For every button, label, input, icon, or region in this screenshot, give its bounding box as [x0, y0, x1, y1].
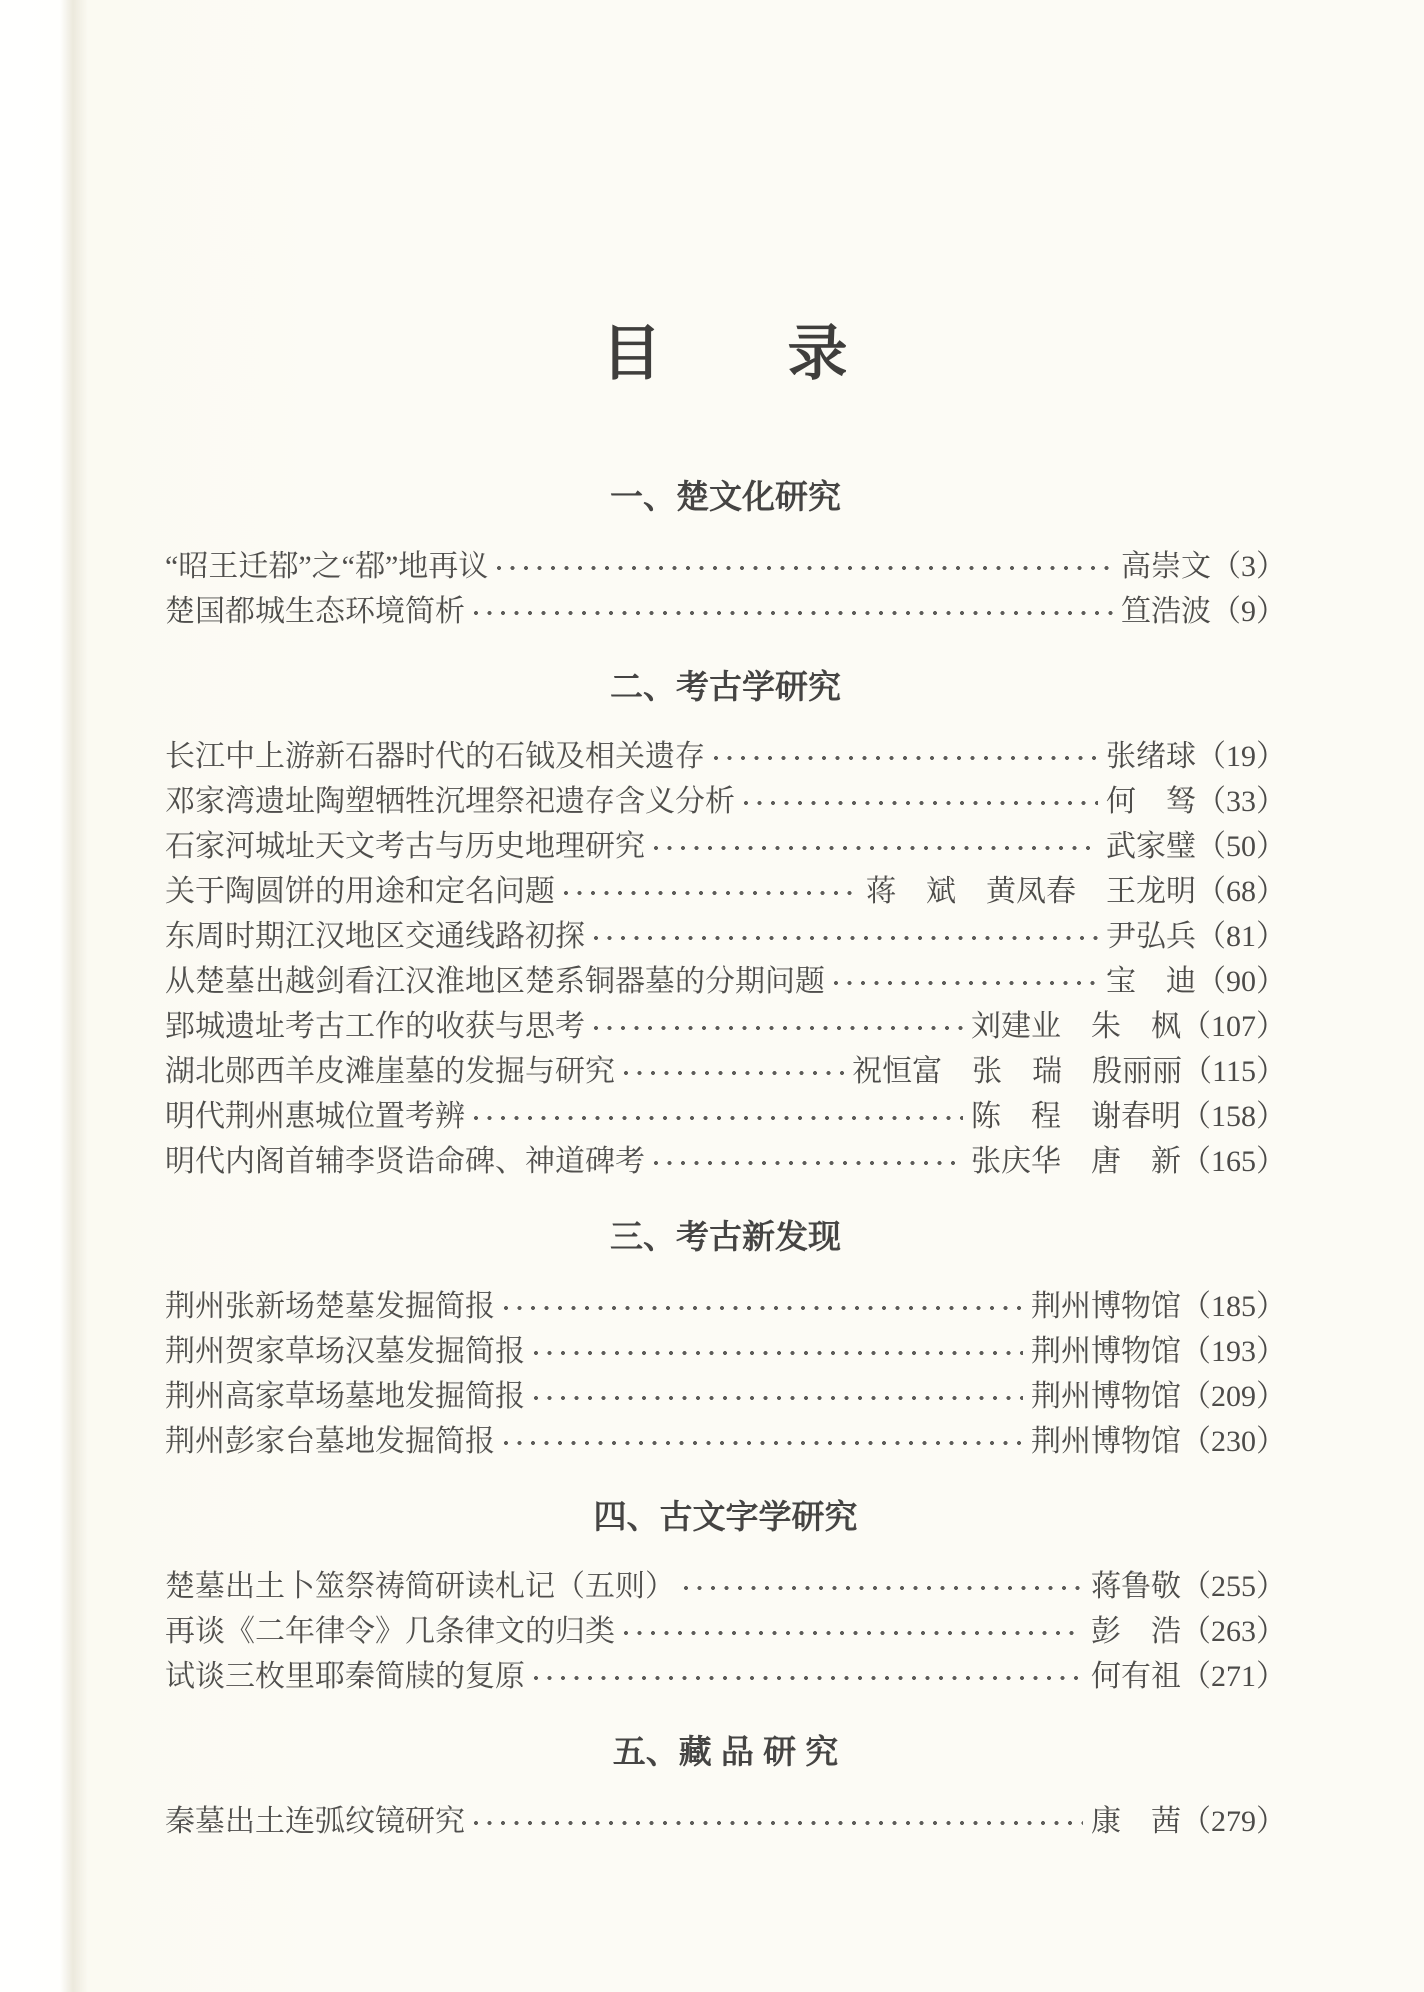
entry-title: 再谈《二年律令》几条律文的归类 [165, 1615, 615, 1648]
toc-entry [165, 589, 1286, 634]
toc-entry [165, 1049, 1286, 1094]
entry-authors-page: 张绪球（19） [1106, 740, 1286, 773]
entry-title: 湖北郧西羊皮滩崖墓的发掘与研究 [165, 1055, 615, 1088]
dot-leader [470, 589, 1113, 634]
entry-title: 楚国都城生态环境简析 [165, 595, 465, 628]
dot-leader [710, 734, 1098, 779]
entry-authors-page: 高崇文（3） [1121, 550, 1286, 583]
entry-title: 荆州张新场楚墓发掘简报 [165, 1290, 495, 1323]
entry-title: 楚墓出土卜筮祭祷简研读札记（五则） [165, 1570, 675, 1603]
section-heading: 二、考古学研究 [610, 668, 841, 705]
entry-authors-page: 何有祖（271） [1091, 1660, 1286, 1693]
section-entries [165, 544, 1286, 634]
entry-title: 郢城遗址考古工作的收获与思考 [165, 1010, 585, 1043]
dot-leader [590, 1004, 963, 1049]
entry-title: 明代内阁首辅李贤诰命碑、神道碑考 [165, 1145, 645, 1178]
entry-title: 试谈三枚里耶秦简牍的复原 [165, 1660, 525, 1693]
section-heading: 一、楚文化研究 [610, 478, 841, 515]
sections [165, 472, 1286, 1844]
entry-authors-page: 康 茜（279） [1091, 1805, 1286, 1838]
toc-entry [165, 779, 1286, 824]
toc-entry [165, 1564, 1286, 1609]
toc-section [165, 472, 1286, 634]
entry-title: 荆州高家草场墓地发掘简报 [165, 1380, 525, 1413]
section-entries [165, 734, 1286, 1184]
dot-leader [830, 959, 1098, 1004]
entry-authors-page: 尹弘兵（81） [1106, 920, 1286, 953]
dot-leader [470, 1094, 963, 1139]
section-entries [165, 1799, 1286, 1844]
section-heading: 三、考古新发现 [610, 1218, 841, 1255]
entry-authors-page: 武家璧（50） [1106, 830, 1286, 863]
dot-leader [650, 1139, 963, 1184]
dot-leader [650, 824, 1098, 869]
entry-authors-page: 何 驽（33） [1106, 785, 1286, 818]
dot-leader [620, 1609, 1083, 1654]
toc-entry [165, 1284, 1286, 1329]
entry-title: “昭王迁鄀”之“鄀”地再议 [165, 550, 489, 583]
toc-entry [165, 959, 1286, 1004]
toc-section [165, 1727, 1286, 1844]
entry-authors-page: 蒋鲁敬（255） [1091, 1570, 1286, 1603]
dot-leader [590, 914, 1098, 959]
toc-entry [165, 1094, 1286, 1139]
toc-entry [165, 1139, 1286, 1184]
entry-title: 明代荆州惠城位置考辨 [165, 1100, 465, 1133]
entry-title: 从楚墓出越剑看江汉淮地区楚系铜器墓的分期问题 [165, 965, 825, 998]
entry-authors-page: 刘建业 朱 枫（107） [971, 1010, 1286, 1043]
entry-authors-page: 荆州博物馆（193） [1031, 1335, 1286, 1368]
toc-entry [165, 1329, 1286, 1374]
entry-authors-page: 彭 浩（263） [1091, 1615, 1286, 1648]
section-heading: 五、藏 品 研 究 [612, 1733, 839, 1770]
entry-title: 东周时期江汉地区交通线路初探 [165, 920, 585, 953]
entry-title: 关于陶圆饼的用途和定名问题 [165, 875, 555, 908]
entry-authors-page: 荆州博物馆（230） [1031, 1425, 1286, 1458]
toc-entry [165, 869, 1286, 914]
toc-entry [165, 1609, 1286, 1654]
entry-authors-page: 荆州博物馆（209） [1031, 1380, 1286, 1413]
dot-leader [530, 1374, 1023, 1419]
entry-title: 邓家湾遗址陶塑牺牲沉埋祭祀遗存含义分析 [165, 785, 735, 818]
dot-leader [620, 1049, 844, 1094]
dot-leader [470, 1799, 1083, 1844]
entry-authors-page: 张庆华 唐 新（165） [971, 1145, 1286, 1178]
entry-title: 秦墓出土连弧纹镜研究 [165, 1805, 465, 1838]
dot-leader [530, 1329, 1023, 1374]
entry-title: 荆州彭家台墓地发掘简报 [165, 1425, 495, 1458]
toc-entry [165, 1799, 1286, 1844]
entry-authors-page: 荆州博物馆（185） [1031, 1290, 1286, 1323]
entry-authors-page: 宝 迪（90） [1106, 965, 1286, 998]
dot-leader [680, 1564, 1083, 1609]
toc-entry [165, 1004, 1286, 1049]
toc-entry [165, 914, 1286, 959]
dot-leader [740, 779, 1098, 824]
entry-title: 荆州贺家草场汉墓发掘简报 [165, 1335, 525, 1368]
entry-title: 石家河城址天文考古与历史地理研究 [165, 830, 645, 863]
section-entries [165, 1284, 1286, 1464]
toc-section [165, 662, 1286, 1184]
toc-entry [165, 734, 1286, 779]
toc-content [165, 0, 1286, 1844]
dot-leader [560, 869, 858, 914]
entry-authors-page: 祝恒富 张 瑞 殷丽丽（115） [852, 1055, 1286, 1088]
dot-leader [530, 1654, 1083, 1699]
entry-title: 长江中上游新石器时代的石钺及相关遗存 [165, 740, 705, 773]
section-heading: 四、古文字学研究 [593, 1498, 858, 1535]
toc-entry [165, 1419, 1286, 1464]
dot-leader [500, 1284, 1023, 1329]
entry-authors-page: 陈 程 谢春明（158） [971, 1100, 1286, 1133]
toc-section [165, 1492, 1286, 1699]
page-title: 目 录 [601, 321, 850, 387]
toc-entry [165, 824, 1286, 869]
toc-entry [165, 544, 1286, 589]
toc-entry [165, 1654, 1286, 1699]
entry-authors-page: 蒋 斌 黄凤春 王龙明（68） [866, 875, 1286, 908]
section-entries [165, 1564, 1286, 1699]
toc-section [165, 1212, 1286, 1464]
entry-authors-page: 笪浩波（9） [1121, 595, 1286, 628]
dot-leader [493, 544, 1113, 589]
toc-entry [165, 1374, 1286, 1419]
dot-leader [500, 1419, 1023, 1464]
